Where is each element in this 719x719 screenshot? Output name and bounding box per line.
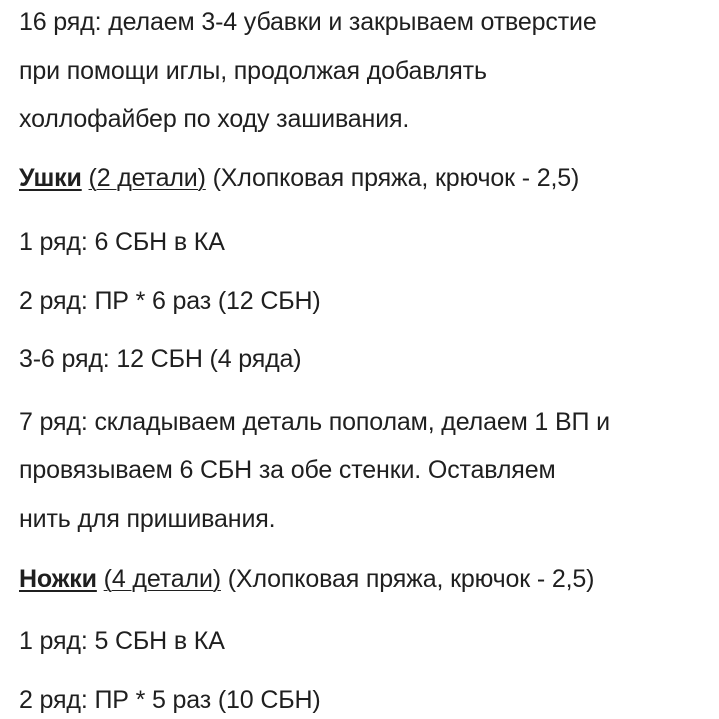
ears-row-6: нить для пришивания. (19, 505, 276, 533)
ears-row-2: 2 ряд: ПР * 6 раз (12 СБН) (19, 287, 321, 315)
ears-row-3: 3-6 ряд: 12 СБН (4 ряда) (19, 345, 302, 373)
legs-note: (Хлопковая пряжа, крючок - 2,5) (227, 565, 595, 593)
legs-row-1: 1 ряд: 5 СБН в КА (19, 627, 225, 655)
legs-title: Ножки (19, 565, 97, 593)
legs-heading (19, 564, 594, 594)
ears-note: (Хлопковая пряжа, крючок - 2,5) (212, 164, 580, 192)
ears-count: (2 детали) (88, 164, 206, 192)
ears-title: Ушки (19, 164, 82, 192)
ears-heading (19, 163, 579, 193)
legs-row-2: 2 ряд: ПР * 5 раз (10 СБН) (19, 686, 321, 714)
intro-line-1: 16 ряд: делаем 3-4 убавки и закрываем отверстие (19, 8, 597, 36)
ears-row-4: 7 ряд: складываем деталь пополам, делаем 1 ВП и (19, 408, 610, 436)
ears-row-1: 1 ряд: 6 СБН в КА (19, 228, 225, 256)
ears-row-5: провязываем 6 СБН за обе стенки. Оставляем (19, 456, 556, 484)
legs-count: (4 детали) (103, 565, 221, 593)
intro-line-3: холлофайбер по ходу зашивания. (19, 105, 410, 133)
intro-line-2: при помощи иглы, продолжая добавлять (19, 57, 487, 85)
